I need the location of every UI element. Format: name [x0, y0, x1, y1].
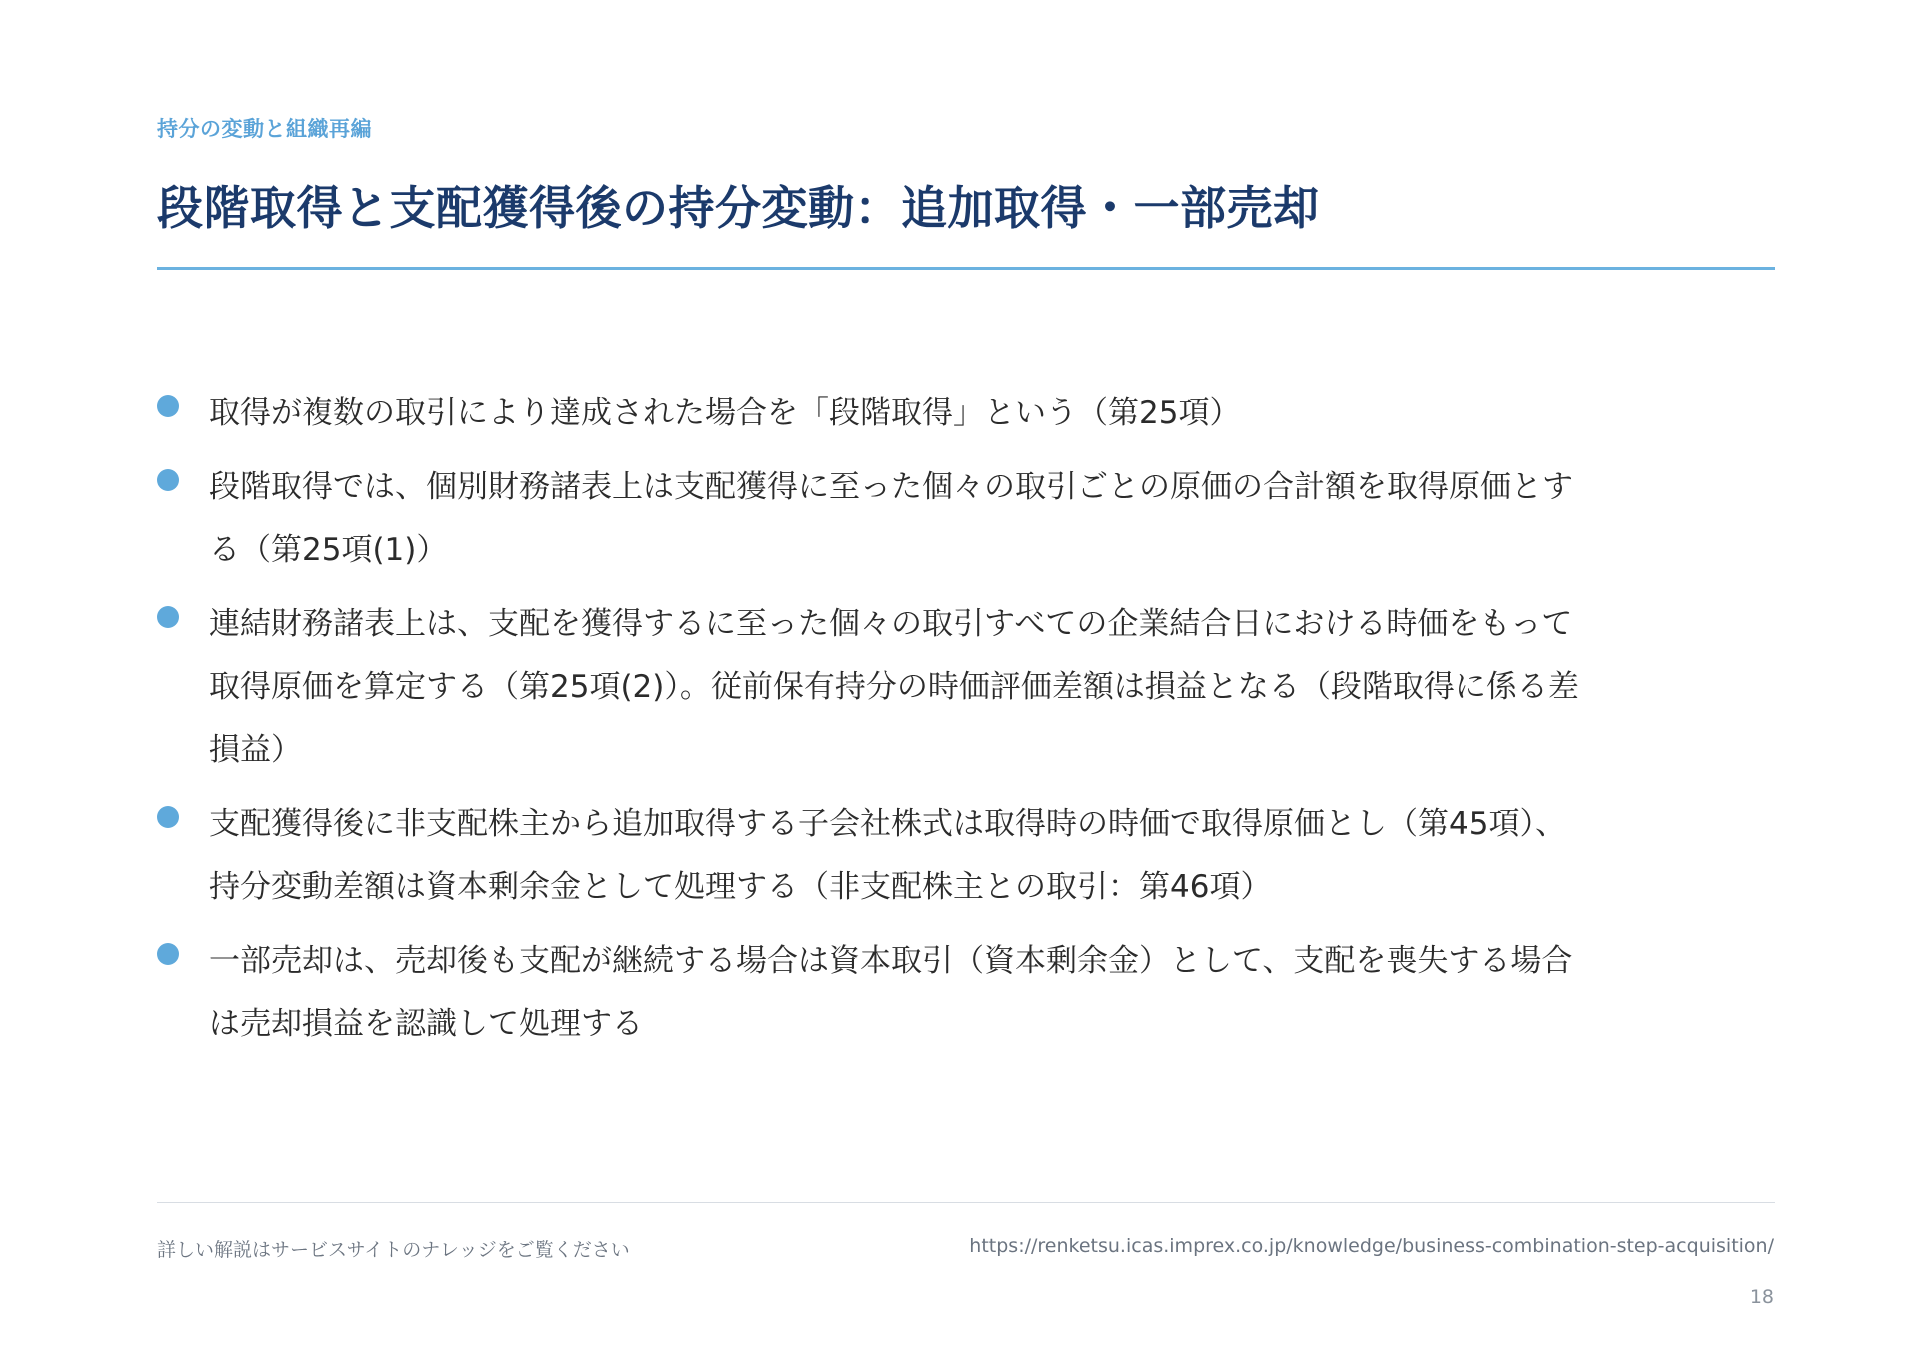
- bullet-dot-icon: [157, 806, 179, 828]
- bullet-text: 段階取得では、個別財務諸表上は支配獲得に至った個々の取引ごとの原価の合計額を取得原価とする（第25項(1)）: [209, 469, 1573, 568]
- bullet-item: [157, 382, 1587, 445]
- section-category: 持分の変動と組織再編: [157, 117, 372, 141]
- bullet-text: 連結財務諸表上は、支配を獲得するに至った個々の取引すべての企業結合日における時価をもって取得原価を算定する（第25項(2)）。従前保有持分の時価評価差額は損益となる（段階取得に係る差損益）: [209, 606, 1579, 768]
- bullet-item: [157, 793, 1587, 919]
- footer-divider: [157, 1202, 1775, 1203]
- bullet-text: 一部売却は、売却後も支配が継続する場合は資本取引（資本剰余金）として、支配を喪失する場合は売却損益を認識して処理する: [209, 943, 1573, 1042]
- bullet-dot-icon: [157, 395, 179, 417]
- bullet-dot-icon: [157, 943, 179, 965]
- bullet-text: 支配獲得後に非支配株主から追加取得する子会社株式は取得時の時価で取得原価とし（第45項）、持分変動差額は資本剰余金として処理する（非支配株主との取引：第46項）: [209, 806, 1566, 905]
- page-title: 段階取得と支配獲得後の持分変動：追加取得・一部売却: [157, 181, 1320, 235]
- bullet-dot-icon: [157, 469, 179, 491]
- bullet-item: [157, 593, 1587, 782]
- bullet-text: 取得が複数の取引により達成された場合を「段階取得」という（第25項）: [209, 395, 1241, 431]
- bullet-dot-icon: [157, 606, 179, 628]
- title-divider: [157, 267, 1775, 270]
- bullet-item: [157, 456, 1587, 582]
- bullet-item: [157, 930, 1587, 1056]
- footer-url-link[interactable]: https://renketsu.icas.imprex.co.jp/knowledge/business-combination-step-acquisition/: [969, 1235, 1774, 1257]
- footer-note: 詳しい解説はサービスサイトのナレッジをご覧ください: [157, 1239, 630, 1261]
- bullet-list: [157, 382, 1587, 1067]
- page-number: 18: [1749, 1286, 1774, 1308]
